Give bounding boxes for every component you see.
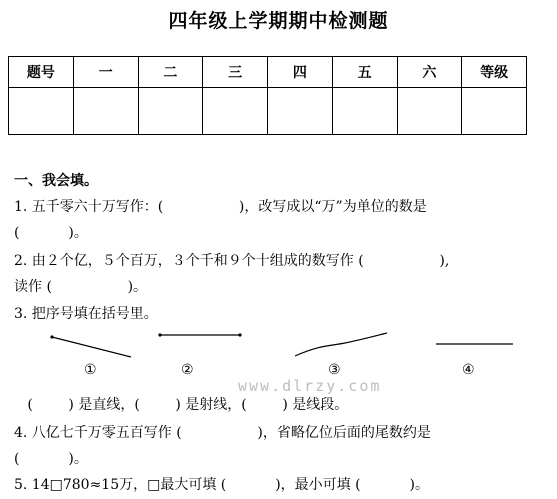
header-cell: 四 (268, 57, 333, 88)
header-cell: 二 (138, 57, 203, 88)
question-2-line-1: 2. 由２个亿，５个百万，３个千和９个十组成的数写作 ( ), (14, 253, 450, 269)
section-heading: 一、我会填。 (14, 173, 98, 189)
header-cell: 一 (73, 57, 138, 88)
figure-label-4: ④ (462, 362, 475, 378)
header-cell: 五 (332, 57, 397, 88)
question-3: 3. 把序号填在括号里。 (14, 306, 158, 322)
question-4-line-2: ( )。 (14, 451, 88, 467)
figure-3-curve (295, 333, 387, 356)
question-1-line-2: ( )。 (14, 225, 88, 241)
question-2-line-2: 读作 ( )。 (14, 279, 148, 295)
header-cell: 题号 (9, 57, 74, 88)
header-cell: 三 (203, 57, 268, 88)
question-3-answer: ( ) 是直线，( ) 是射线，( ) 是线段。 (14, 397, 349, 413)
question-4-line-1: 4. 八亿七千万零五百写作 ( )，省略亿位后面的尾数约是 (14, 425, 431, 441)
header-cell: 六 (397, 57, 462, 88)
figure-label-3: ③ (328, 362, 341, 378)
watermark-text: www.dlrzy.com (238, 377, 382, 395)
figure-label-1: ① (84, 362, 97, 378)
question-5: 5. 14□780≈15万，□最大可填 ( )，最小可填 ( )。 (14, 477, 429, 493)
question-1-line-1: 1. 五千零六十万写作：( )，改写成以“万”为单位的数是 (14, 199, 427, 215)
header-cell: 等级 (462, 57, 527, 88)
figure-1-line (52, 337, 131, 357)
page-title: 四年级上学期期中检测题 (168, 10, 389, 32)
figure-label-2: ② (181, 362, 194, 378)
